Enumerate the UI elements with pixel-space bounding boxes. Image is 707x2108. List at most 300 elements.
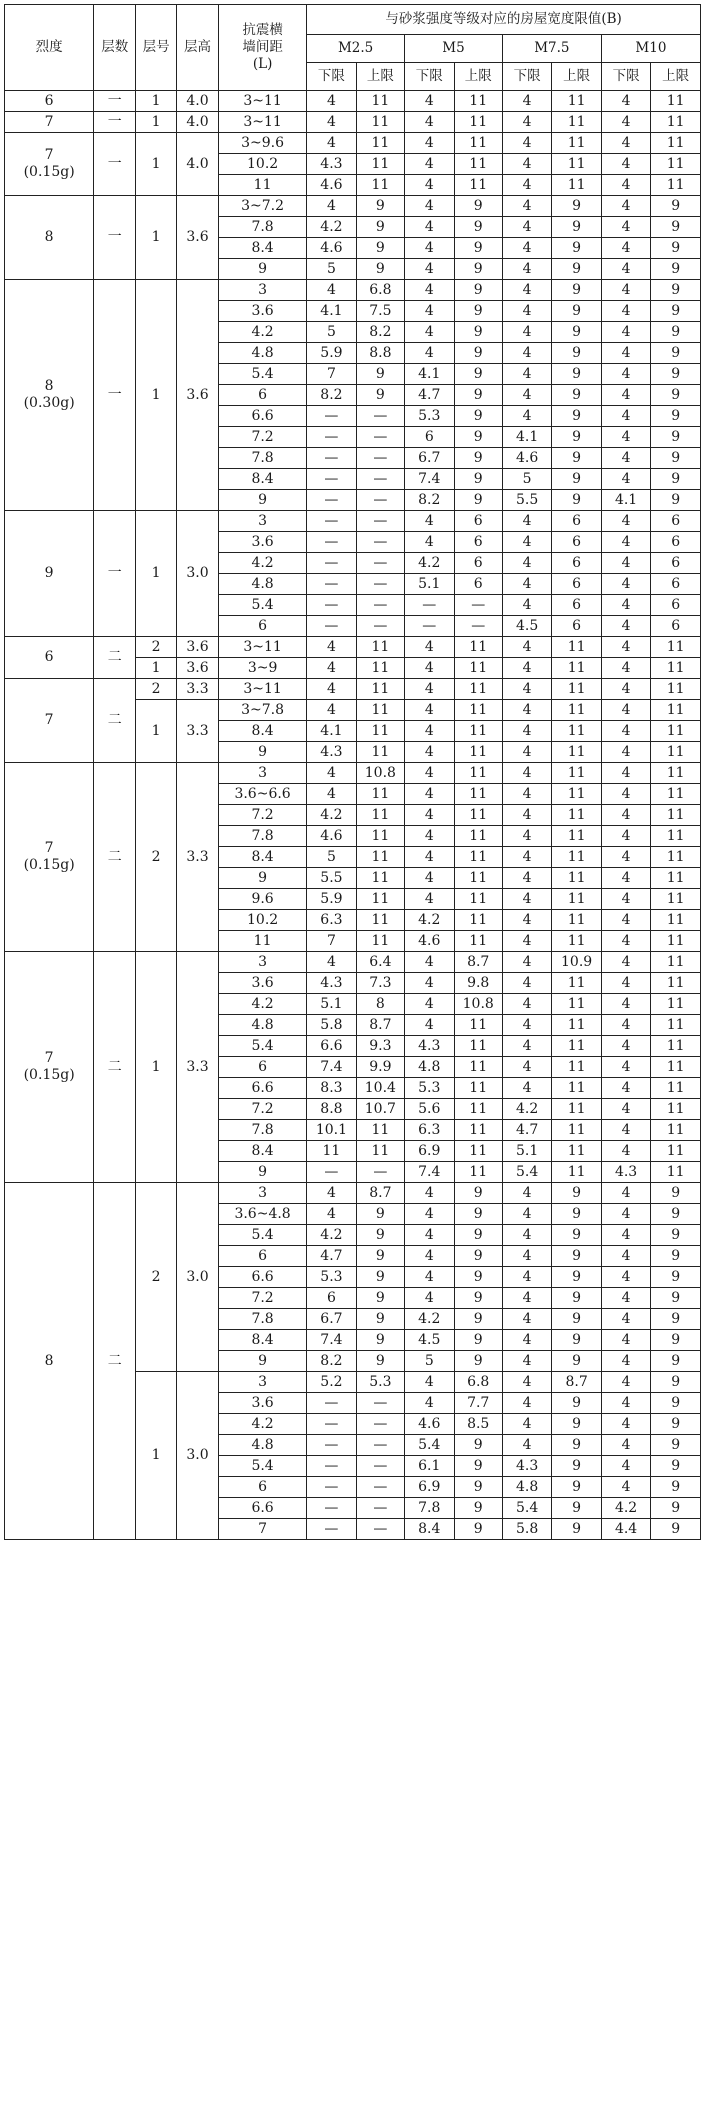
limit-m25-upper: — (356, 406, 404, 427)
floor-no-cell: 2 (136, 763, 177, 952)
limit-m75-lower: 4 (502, 910, 551, 931)
limit-m5-upper: 9 (454, 1519, 502, 1540)
limit-m25-upper: 9 (356, 217, 404, 238)
limit-m10-upper: 11 (651, 826, 701, 847)
limit-m5-lower: 4 (405, 826, 454, 847)
limit-m10-lower: 4 (601, 574, 650, 595)
limit-m25-lower: 4 (307, 637, 356, 658)
table-row (5, 196, 701, 217)
limit-m5-lower: 4 (405, 1225, 454, 1246)
limit-m10-upper: 9 (651, 427, 701, 448)
limit-m5-lower: 5 (405, 1351, 454, 1372)
limit-m10-upper: 9 (651, 1393, 701, 1414)
limit-m10-upper: 9 (651, 1309, 701, 1330)
limit-m25-lower: 4 (307, 196, 356, 217)
limit-m75-lower: 4 (502, 595, 551, 616)
limit-m75-lower: 4 (502, 847, 551, 868)
floor-height-cell: 3.6 (177, 280, 219, 511)
limit-m75-upper: 9 (552, 1330, 601, 1351)
limit-m25-upper: 8 (356, 994, 404, 1015)
limit-m75-upper: 11 (552, 637, 601, 658)
limit-m5-upper: 11 (454, 679, 502, 700)
limit-m25-upper: 11 (356, 889, 404, 910)
limit-m25-upper: — (356, 1456, 404, 1477)
wall-spacing-cell: 3 (219, 952, 307, 973)
wall-spacing-cell: 7.8 (219, 1309, 307, 1330)
limit-m25-lower: 5.9 (307, 889, 356, 910)
limit-m25-lower: — (307, 532, 356, 553)
limit-m75-lower: 4 (502, 1057, 551, 1078)
limit-m10-lower: 4 (601, 1183, 650, 1204)
limit-m25-upper: — (356, 553, 404, 574)
limit-m25-lower: 4.7 (307, 1246, 356, 1267)
limit-m25-upper: — (356, 595, 404, 616)
wall-spacing-cell: 7.2 (219, 1288, 307, 1309)
wall-spacing-cell: 3.6~6.6 (219, 784, 307, 805)
limit-m10-lower: 4 (601, 679, 650, 700)
limit-m25-upper: 11 (356, 637, 404, 658)
floor-height-cell: 4.0 (177, 133, 219, 196)
limit-m75-upper: 6 (552, 574, 601, 595)
limit-m5-upper: 11 (454, 868, 502, 889)
limit-m75-upper: 9 (552, 280, 601, 301)
limit-m5-lower: 4 (405, 763, 454, 784)
limit-m75-upper: 9 (552, 1204, 601, 1225)
floor-no-cell: 2 (136, 679, 177, 700)
limit-m75-upper: 11 (552, 1141, 601, 1162)
limit-m10-lower: 4 (601, 1204, 650, 1225)
limit-m25-upper: — (356, 1477, 404, 1498)
limit-m25-lower: 4.3 (307, 742, 356, 763)
limit-m25-lower: — (307, 427, 356, 448)
limit-m25-upper: 10.4 (356, 1078, 404, 1099)
limit-m5-lower: 4 (405, 133, 454, 154)
table-row (5, 637, 701, 658)
limit-m75-upper: 11 (552, 1099, 601, 1120)
limit-m25-lower: — (307, 1456, 356, 1477)
limit-m25-lower: 8.2 (307, 385, 356, 406)
limit-m75-upper: 9 (552, 490, 601, 511)
limit-m25-lower: — (307, 553, 356, 574)
limit-m10-upper: 11 (651, 1078, 701, 1099)
floor-no-cell: 1 (136, 1372, 177, 1540)
limit-m25-upper: 11 (356, 847, 404, 868)
limit-m75-upper: 9 (552, 1183, 601, 1204)
table-row (5, 133, 701, 154)
limit-m25-upper: 9.9 (356, 1057, 404, 1078)
limit-m75-lower: 4 (502, 868, 551, 889)
limit-m5-upper: 9.8 (454, 973, 502, 994)
limit-m75-upper: 11 (552, 1036, 601, 1057)
limit-m75-upper: 9 (552, 1393, 601, 1414)
limit-m5-upper: 9 (454, 259, 502, 280)
limit-m5-upper: 9 (454, 427, 502, 448)
limit-m10-upper: 9 (651, 1372, 701, 1393)
floor-no-cell: 1 (136, 511, 177, 637)
floor-height-cell: 3.6 (177, 658, 219, 679)
limit-m25-lower: — (307, 1477, 356, 1498)
limit-m10-lower: 4 (601, 637, 650, 658)
limit-m75-upper: 9 (552, 1519, 601, 1540)
limit-m75-upper: 6 (552, 511, 601, 532)
limit-m5-lower: 4.3 (405, 1036, 454, 1057)
floor-height-cell: 3.3 (177, 952, 219, 1183)
header-spacing-line: 墙间距 (242, 39, 283, 56)
header-spacing-line: 抗震横 (242, 22, 283, 39)
wall-spacing-cell: 3~11 (219, 679, 307, 700)
wall-spacing-cell: 9 (219, 742, 307, 763)
limit-m75-upper: 9 (552, 1246, 601, 1267)
storeys-cell: 一 (94, 133, 136, 196)
limit-m25-upper: 11 (356, 700, 404, 721)
limit-m5-upper: 6 (454, 532, 502, 553)
wall-spacing-cell: 3.6~4.8 (219, 1204, 307, 1225)
limit-m75-upper: 11 (552, 1162, 601, 1183)
limit-m25-lower: 4.1 (307, 301, 356, 322)
limit-m5-lower: 4.2 (405, 553, 454, 574)
limit-m25-lower: — (307, 1393, 356, 1414)
limit-m25-lower: 4.2 (307, 805, 356, 826)
limit-m25-lower: 7 (307, 931, 356, 952)
limit-m5-lower: 4 (405, 994, 454, 1015)
limit-m5-upper: 9 (454, 343, 502, 364)
limit-m5-upper: 9 (454, 364, 502, 385)
wall-spacing-cell: 7.8 (219, 1120, 307, 1141)
intensity-cell: 7 (5, 679, 94, 763)
floor-height-cell: 3.3 (177, 700, 219, 763)
limit-m25-upper: — (356, 1162, 404, 1183)
limit-m25-lower: 6.6 (307, 1036, 356, 1057)
limit-m10-lower: 4 (601, 1288, 650, 1309)
limit-m75-lower: 4 (502, 133, 551, 154)
limit-m25-lower: 5 (307, 322, 356, 343)
storeys-cell: 二 (94, 1183, 136, 1540)
limit-m25-lower: 11 (307, 1141, 356, 1162)
limit-m10-upper: 9 (651, 490, 701, 511)
limit-m5-upper: 9 (454, 385, 502, 406)
limit-m5-upper: 8.7 (454, 952, 502, 973)
limit-m25-upper: 11 (356, 658, 404, 679)
limit-m5-upper: 9 (454, 1225, 502, 1246)
wall-spacing-cell: 4.2 (219, 322, 307, 343)
wall-spacing-cell: 5.4 (219, 1036, 307, 1057)
limit-m10-upper: 11 (651, 1015, 701, 1036)
limit-m25-upper: 9 (356, 385, 404, 406)
limit-m75-upper: 9 (552, 1498, 601, 1519)
limit-m75-upper: 9 (552, 1351, 601, 1372)
limit-m25-lower: 4 (307, 763, 356, 784)
header-intensity: 烈度 (5, 5, 94, 91)
wall-spacing-cell: 3 (219, 1183, 307, 1204)
limit-m75-upper: 6 (552, 532, 601, 553)
limit-m10-upper: 11 (651, 994, 701, 1015)
floor-height-cell: 3.6 (177, 637, 219, 658)
limit-m75-lower: 4 (502, 1393, 551, 1414)
limit-m10-lower: 4 (601, 1477, 650, 1498)
limit-m5-upper: 11 (454, 112, 502, 133)
limit-m25-upper: 10.7 (356, 1099, 404, 1120)
limit-m10-lower: 4 (601, 553, 650, 574)
limit-m5-lower: 4 (405, 322, 454, 343)
header-mortar-grade: M10 (601, 35, 700, 63)
floor-no-cell: 1 (136, 91, 177, 112)
limit-m10-upper: 6 (651, 595, 701, 616)
limit-m10-upper: 9 (651, 1435, 701, 1456)
limit-m10-upper: 9 (651, 196, 701, 217)
limit-m25-lower: 5.2 (307, 1372, 356, 1393)
limit-m75-lower: 4 (502, 217, 551, 238)
limit-m75-upper: 11 (552, 1078, 601, 1099)
limit-m25-upper: — (356, 1435, 404, 1456)
limit-m5-lower: 4 (405, 154, 454, 175)
limit-m10-lower: 4 (601, 700, 650, 721)
wall-spacing-cell: 5.4 (219, 595, 307, 616)
limit-m5-upper: 11 (454, 889, 502, 910)
limit-m75-lower: 4 (502, 1036, 551, 1057)
limit-m5-upper: 11 (454, 1162, 502, 1183)
storeys-cell: 二 (94, 952, 136, 1183)
floor-no-cell: 1 (136, 700, 177, 763)
intensity-cell-line: 7 (44, 146, 54, 163)
header-wall-spacing (219, 5, 307, 91)
limit-m5-lower: 4 (405, 973, 454, 994)
limit-m25-lower: — (307, 1435, 356, 1456)
wall-spacing-cell: 9 (219, 490, 307, 511)
limit-m5-upper: 11 (454, 1057, 502, 1078)
limit-m75-lower: 4 (502, 196, 551, 217)
header-spacing-line: (L) (252, 55, 273, 72)
floor-no-cell: 1 (136, 658, 177, 679)
wall-spacing-cell: 6 (219, 1246, 307, 1267)
limit-m25-lower: 7.4 (307, 1330, 356, 1351)
limit-m25-upper: 7.5 (356, 301, 404, 322)
limit-m25-upper: 9 (356, 259, 404, 280)
table-body (5, 91, 701, 1540)
header-lower-limit: 下限 (502, 63, 551, 91)
limit-m75-lower: 5.1 (502, 1141, 551, 1162)
limit-m10-lower: 4 (601, 994, 650, 1015)
limit-m10-upper: 11 (651, 931, 701, 952)
wall-spacing-cell: 7.8 (219, 217, 307, 238)
limit-m75-upper: 9 (552, 364, 601, 385)
limit-m5-lower: 4 (405, 1204, 454, 1225)
limit-m10-upper: 11 (651, 658, 701, 679)
limit-m75-upper: 11 (552, 658, 601, 679)
limit-m10-lower: 4 (601, 1036, 650, 1057)
storeys-cell: 一 (94, 280, 136, 511)
limit-m10-lower: 4 (601, 931, 650, 952)
limit-m5-lower: 4.2 (405, 1309, 454, 1330)
limit-m10-lower: 4 (601, 1078, 650, 1099)
limit-m5-upper: 9 (454, 1456, 502, 1477)
header-lower-limit: 下限 (307, 63, 356, 91)
limit-m5-lower: 4 (405, 1246, 454, 1267)
limit-m5-upper: 11 (454, 91, 502, 112)
limit-m25-lower: 8.8 (307, 1099, 356, 1120)
limit-m75-upper: 11 (552, 994, 601, 1015)
limit-m75-lower: 4.2 (502, 1099, 551, 1120)
limit-m10-lower: 4 (601, 784, 650, 805)
limit-m75-lower: 4 (502, 364, 551, 385)
limit-m5-upper: 9 (454, 217, 502, 238)
limit-m5-lower: 4 (405, 196, 454, 217)
wall-spacing-cell: 8.4 (219, 721, 307, 742)
limit-m25-upper: 5.3 (356, 1372, 404, 1393)
header-mortar-grade: M7.5 (502, 35, 601, 63)
limit-m75-lower: 4.5 (502, 616, 551, 637)
limit-m25-upper: 11 (356, 868, 404, 889)
wall-spacing-cell: 3.6 (219, 301, 307, 322)
limit-m5-lower: 4 (405, 679, 454, 700)
limit-m5-lower: 4 (405, 1183, 454, 1204)
limit-m25-upper: — (356, 616, 404, 637)
limit-m5-upper: — (454, 595, 502, 616)
limit-m75-upper: 11 (552, 910, 601, 931)
limit-m10-lower: 4 (601, 952, 650, 973)
limit-m5-lower: 7.8 (405, 1498, 454, 1519)
limit-m5-upper: 6.8 (454, 1372, 502, 1393)
limit-m75-lower: 4 (502, 1351, 551, 1372)
intensity-cell-line: (0.30g) (23, 395, 75, 411)
storeys-cell: 一 (94, 112, 136, 133)
limit-m5-lower: 4 (405, 112, 454, 133)
document-page (4, 4, 701, 1540)
limit-m5-upper: 9 (454, 322, 502, 343)
house-width-limit-table (4, 4, 701, 1540)
limit-m5-upper: 11 (454, 742, 502, 763)
limit-m5-upper: 11 (454, 1015, 502, 1036)
limit-m10-lower: 4.1 (601, 490, 650, 511)
intensity-cell: 7 (5, 112, 94, 133)
header-floor-height: 层高 (177, 5, 219, 91)
wall-spacing-cell: 8.4 (219, 469, 307, 490)
limit-m10-lower: 4 (601, 238, 650, 259)
limit-m75-upper: 11 (552, 763, 601, 784)
limit-m10-upper: 9 (651, 1183, 701, 1204)
limit-m5-upper: — (454, 616, 502, 637)
table-row (5, 952, 701, 973)
limit-m5-upper: 11 (454, 721, 502, 742)
limit-m10-upper: 11 (651, 952, 701, 973)
limit-m5-lower: 7.4 (405, 1162, 454, 1183)
limit-m5-upper: 9 (454, 1267, 502, 1288)
limit-m25-upper: 11 (356, 112, 404, 133)
limit-m75-upper: 9 (552, 343, 601, 364)
limit-m10-upper: 11 (651, 112, 701, 133)
limit-m10-lower: 4 (601, 196, 650, 217)
limit-m75-lower: 4 (502, 1183, 551, 1204)
limit-m5-lower: 4 (405, 91, 454, 112)
wall-spacing-cell: 3 (219, 763, 307, 784)
limit-m75-upper: 11 (552, 700, 601, 721)
limit-m25-lower: — (307, 574, 356, 595)
limit-m10-lower: 4 (601, 1015, 650, 1036)
limit-m75-lower: 4 (502, 679, 551, 700)
limit-m75-upper: 9 (552, 1435, 601, 1456)
limit-m75-upper: 11 (552, 154, 601, 175)
limit-m25-lower: 5.8 (307, 1015, 356, 1036)
limit-m25-lower: 5.9 (307, 343, 356, 364)
limit-m5-upper: 9 (454, 1330, 502, 1351)
wall-spacing-cell: 4.2 (219, 1414, 307, 1435)
limit-m75-upper: 6 (552, 595, 601, 616)
limit-m10-lower: 4 (601, 1225, 650, 1246)
limit-m75-lower: 4 (502, 763, 551, 784)
limit-m75-lower: 4 (502, 994, 551, 1015)
limit-m25-upper: 6.8 (356, 280, 404, 301)
limit-m25-lower: — (307, 1414, 356, 1435)
limit-m5-upper: 11 (454, 847, 502, 868)
limit-m5-lower: 5.1 (405, 574, 454, 595)
limit-m25-upper: 9 (356, 1330, 404, 1351)
limit-m75-lower: 4 (502, 259, 551, 280)
limit-m10-lower: 4 (601, 910, 650, 931)
limit-m25-upper: 11 (356, 175, 404, 196)
limit-m5-lower: 4 (405, 280, 454, 301)
limit-m10-lower: 4 (601, 805, 650, 826)
storeys-cell: 二 (94, 679, 136, 763)
floor-height-cell: 3.3 (177, 763, 219, 952)
limit-m5-upper: 11 (454, 175, 502, 196)
limit-m75-upper: 11 (552, 1057, 601, 1078)
limit-m5-upper: 9 (454, 238, 502, 259)
limit-m5-lower: 4 (405, 511, 454, 532)
limit-m10-lower: 4 (601, 280, 650, 301)
limit-m10-lower: 4 (601, 595, 650, 616)
limit-m5-lower: 6.3 (405, 1120, 454, 1141)
limit-m75-upper: 6 (552, 616, 601, 637)
limit-m5-upper: 11 (454, 931, 502, 952)
limit-m25-upper: 9 (356, 1225, 404, 1246)
limit-m75-upper: 11 (552, 133, 601, 154)
floor-no-cell: 2 (136, 1183, 177, 1372)
limit-m75-upper: 10.9 (552, 952, 601, 973)
limit-m10-upper: 11 (651, 700, 701, 721)
limit-m10-upper: 9 (651, 343, 701, 364)
limit-m5-lower: 8.4 (405, 1519, 454, 1540)
limit-m25-lower: — (307, 448, 356, 469)
header-width-limit-group: 与砂浆强度等级对应的房屋宽度限值(B) (307, 5, 701, 35)
limit-m75-lower: 4 (502, 1225, 551, 1246)
limit-m75-lower: 5.4 (502, 1498, 551, 1519)
limit-m5-lower: 4.2 (405, 910, 454, 931)
limit-m25-lower: — (307, 1498, 356, 1519)
limit-m25-lower: — (307, 1519, 356, 1540)
limit-m10-upper: 6 (651, 553, 701, 574)
limit-m5-upper: 9 (454, 1246, 502, 1267)
limit-m5-upper: 9 (454, 1435, 502, 1456)
limit-m5-upper: 9 (454, 490, 502, 511)
limit-m5-lower: 7.4 (405, 469, 454, 490)
limit-m25-upper: 11 (356, 679, 404, 700)
limit-m5-upper: 11 (454, 910, 502, 931)
limit-m10-upper: 9 (651, 1204, 701, 1225)
limit-m5-lower: 4 (405, 1288, 454, 1309)
intensity-cell: 9 (5, 511, 94, 637)
limit-m10-lower: 4 (601, 616, 650, 637)
limit-m75-upper: 11 (552, 805, 601, 826)
limit-m75-upper: 9 (552, 1267, 601, 1288)
limit-m75-lower: 4 (502, 805, 551, 826)
limit-m5-lower: 4 (405, 1015, 454, 1036)
limit-m25-upper: 9 (356, 196, 404, 217)
limit-m25-lower: 4 (307, 280, 356, 301)
limit-m25-lower: — (307, 406, 356, 427)
floor-height-cell: 3.6 (177, 196, 219, 280)
limit-m75-lower: 4 (502, 385, 551, 406)
limit-m75-lower: 4 (502, 700, 551, 721)
wall-spacing-cell: 3.6 (219, 973, 307, 994)
